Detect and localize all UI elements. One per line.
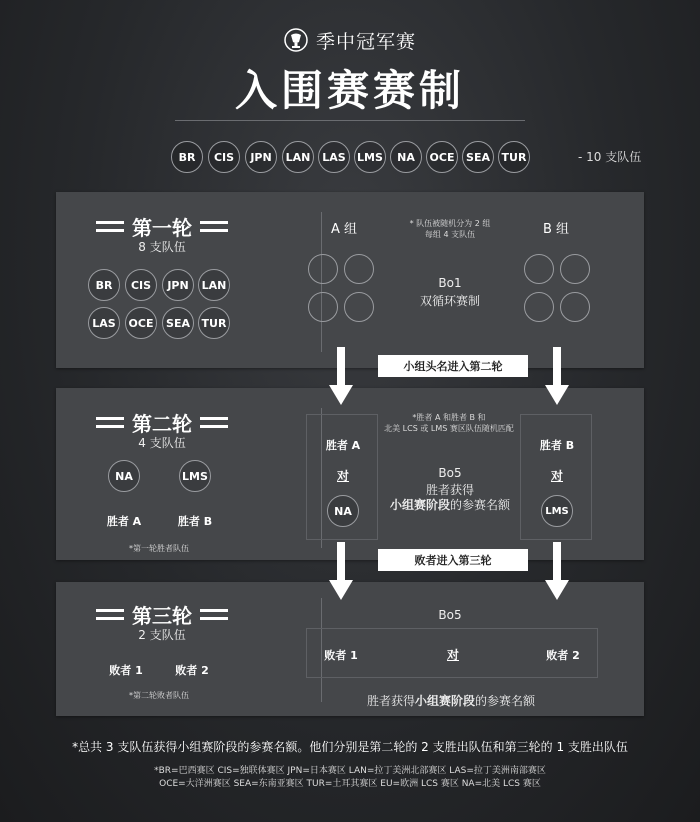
team-slot [308,292,338,322]
round2-format: Bo5 [438,466,462,480]
group-a-label: A 组 [330,222,358,237]
team-chip: LAN [198,269,230,301]
team-chip: SEA [162,307,194,339]
down-arrow-icon [545,347,569,407]
team-chip: BR [171,141,203,173]
round3-result [326,692,576,709]
down-arrow-icon [329,542,353,602]
round2-panel [56,388,644,560]
region-legend-line1: *BR=巴西赛区 CIS=独联体赛区 JPN=日本赛区 LAN=拉丁美洲北部赛区 LAS=拉丁美洲南部赛区 [154,766,546,776]
team-chip: NA [390,141,422,173]
team-slot [560,254,590,284]
winner-a-label: 胜者 A [106,515,142,528]
page-title: 入围赛赛制 [234,66,465,115]
match-team: 败者 1 [324,649,358,662]
brand-name: 季中冠军赛 [315,30,416,53]
round2-desc1: 胜者获得 [425,483,474,497]
team-chip: OCE [125,307,157,339]
loser-banner: 败者进入第三轮 [378,549,528,571]
team-slot [308,254,338,284]
match-team: 败者 2 [546,649,580,662]
group-b-label: B 组 [542,222,570,237]
region-legend-line2: OCE=大洋洲赛区 SEA=东南亚赛区 TUR=土耳其赛区 EU=欧洲 LCS 赛区 NA=北美 LCS 赛区 [159,779,541,789]
team-chip: SEA [462,141,494,173]
round1-title [72,212,252,241]
team-chip: NA [327,495,359,527]
round3-title [72,600,252,629]
match-box-right [520,414,592,540]
title-divider [175,120,525,121]
advance-banner: 小组头名进入第二轮 [378,355,528,377]
vs-label: 对 [550,469,563,483]
team-chip: NA [108,460,140,492]
round1-format-desc: 双循环赛制 [419,294,480,308]
round3-title-text: 第三轮 [132,604,192,628]
pairing-note-line2: 北美 LCS 或 LMS 赛区队伍随机匹配 [384,424,514,433]
round2-title [72,408,252,437]
msi-trophy-icon [284,28,308,52]
group-note-line1: * 队伍被随机分为 2 组 [409,219,491,228]
brand-header [0,26,700,54]
double-bar-icon [200,221,228,232]
team-chip: LAN [282,141,314,173]
team-slot [524,292,554,322]
down-arrow-icon [545,542,569,602]
round2-subtitle: 4 支队伍 [138,436,186,450]
team-slot [560,292,590,322]
pairing-note-line1: *胜者 A 和胜者 B 和 [412,413,486,422]
round3-footnote: *第二轮败者队伍 [129,691,189,700]
round1-format: Bo1 [438,276,462,290]
result-post: 的参赛名额 [475,694,536,708]
team-chip: JPN [245,141,277,173]
team-chip: BR [88,269,120,301]
round2-title-text: 第二轮 [132,412,192,436]
round3-subtitle: 2 支队伍 [138,628,186,642]
team-chip: LMS [541,495,573,527]
round3-format: Bo5 [438,608,462,622]
round1-panel [56,192,644,368]
vs-label: 对 [446,648,459,662]
round1-title-text: 第一轮 [132,216,192,240]
team-slot [524,254,554,284]
round3-panel [56,582,644,716]
match-box-final [306,628,598,678]
desc-rest: 的参赛名额 [450,498,511,512]
winner-b-label: 胜者 B [177,515,213,528]
team-chip: LMS [354,141,386,173]
team-chip: LAS [318,141,350,173]
result-pre: 胜者获得 [366,694,415,708]
team-chip: CIS [125,269,157,301]
team-chip: CIS [208,141,240,173]
match-team: 胜者 B [539,439,575,452]
vs-label: 对 [336,469,349,483]
summary-footnote: *总共 3 支队伍获得小组赛阶段的参赛名额。他们分别是第二轮的 2 支胜出队伍和第三轮的 1 支胜出队伍 [72,740,628,754]
match-team: 胜者 A [325,439,361,452]
stage-name: 小组赛阶段 [414,694,475,708]
team-chip: TUR [198,307,230,339]
double-bar-icon [96,417,124,428]
round2-footnote: *第一轮胜者队伍 [129,544,189,553]
loser-1-label: 败者 1 [109,664,143,677]
team-chip: JPN [162,269,194,301]
loser-2-label: 败者 2 [175,664,209,677]
team-chip: TUR [498,141,530,173]
round1-subtitle: 8 支队伍 [138,240,186,254]
match-box-left [306,414,378,540]
group-note-line2: 每组 4 支队伍 [424,230,476,239]
team-slot [344,292,374,322]
teams-total: - 10 支队伍 [578,150,642,164]
team-chip: OCE [426,141,458,173]
stage-name: 小组赛阶段 [389,498,450,512]
double-bar-icon [200,609,228,620]
team-chip: LAS [88,307,120,339]
team-slot [344,254,374,284]
double-bar-icon [96,221,124,232]
double-bar-icon [96,609,124,620]
round2-desc2 [378,496,522,513]
down-arrow-icon [329,347,353,407]
double-bar-icon [200,417,228,428]
team-chip: LMS [179,460,211,492]
